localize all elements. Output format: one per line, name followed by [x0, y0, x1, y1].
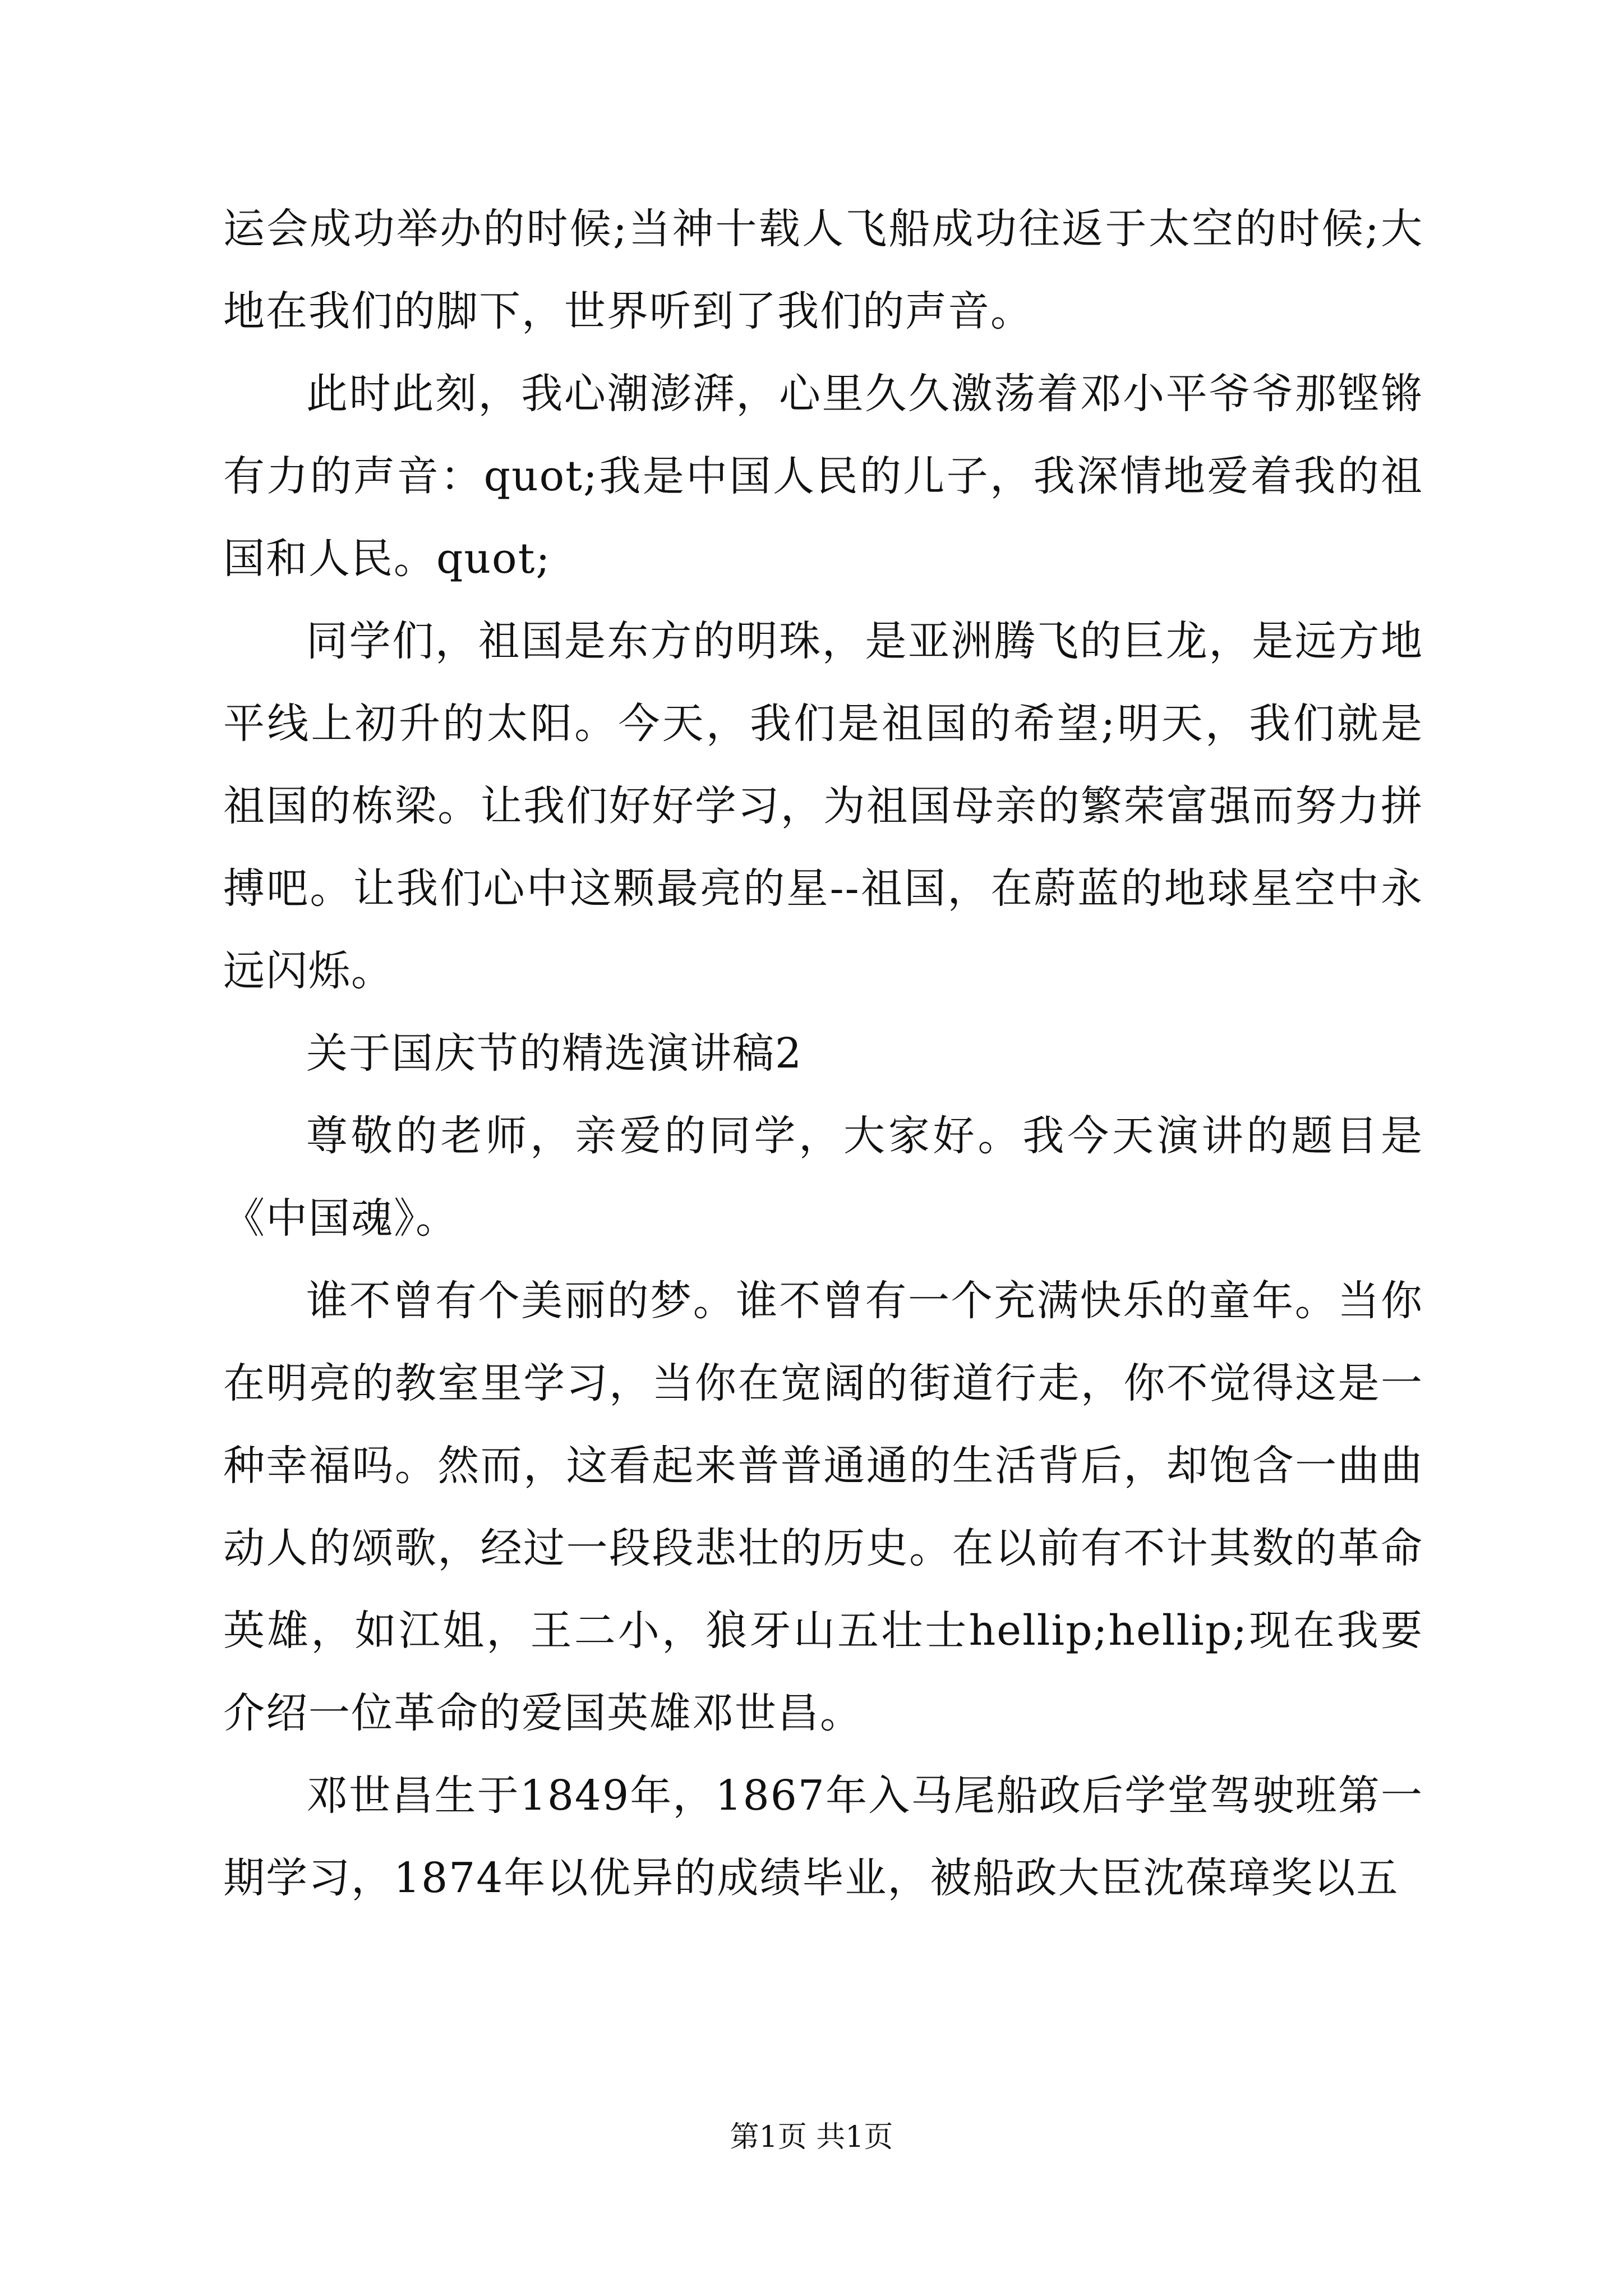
paragraph-4: 尊敬的老师，亲爱的同学，大家好。我今天演讲的题目是《中国魂》。	[223, 1112, 1423, 1243]
paragraph-5: 谁不曾有个美丽的梦。谁不曾有一个充满快乐的童年。当你在明亮的教室里学习，当你在宽阔的街道行走，你不觉得这是一种幸福吗。然而，这看起来普普通通的生活背后，却饱含一曲曲动人的颂歌，经过一段段悲壮的历史。在以前有不计其数的革命英雄，如江姐，王二小，狼牙山五壮士hellip;hellip;现在我要介绍一位革命的爱国英雄邓世昌。	[223, 1277, 1423, 1737]
page-footer: 第1页 共1页	[730, 2120, 893, 2154]
paragraph-1: 运会成功举办的时候;当神十载人飞船成功往返于太空的时候;大地在我们的脚下，世界听到了我们的声音。	[223, 205, 1423, 335]
body-text	[223, 188, 1423, 1920]
paragraph-6: 邓世昌生于1849年，1867年入马尾船政后学堂驾驶班第一期学习，1874年以优异的成绩毕业，被船政大臣沈葆璋奖以五	[223, 1772, 1423, 1902]
section-heading: 关于国庆节的精选演讲稿2	[306, 1029, 803, 1078]
paragraph-3: 同学们，祖国是东方的明珠，是亚洲腾飞的巨龙，是远方地平线上初升的太阳。今天，我们是祖国的希望;明天，我们就是祖国的栋梁。让我们好好学习，为祖国母亲的繁荣富强而努力拼搏吧。让我们心中这颗最亮的星--祖国，在蔚蓝的地球星空中永远闪烁。	[223, 617, 1423, 995]
paragraph-2: 此时此刻，我心潮澎湃，心里久久激荡着邓小平爷爷那铿锵有力的声音：quot;我是中国人民的儿子，我深情地爱着我的祖国和人民。quot;	[223, 370, 1423, 583]
